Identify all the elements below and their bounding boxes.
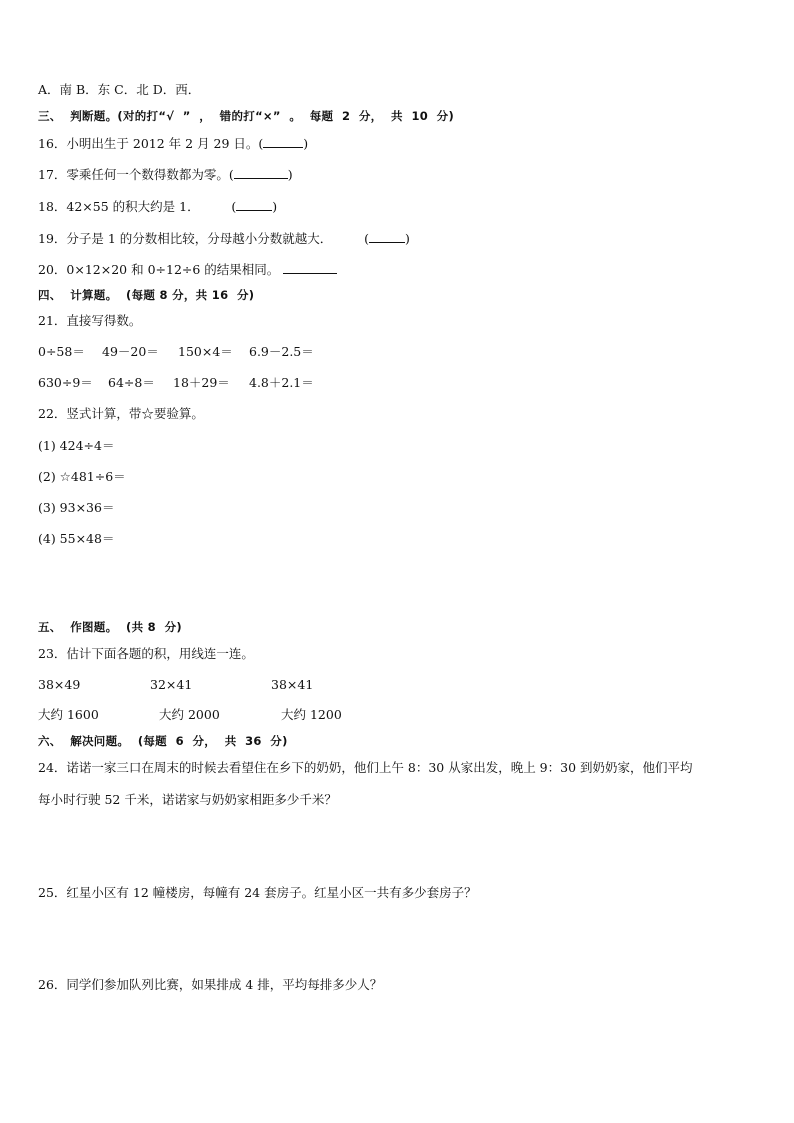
answer-blank[interactable] — [283, 261, 337, 274]
calc-item: 18＋29＝ — [173, 375, 230, 390]
question-20-text: 20．0×12×20 和 0÷12÷6 的结果相同。 — [38, 262, 280, 277]
question-21: 21．直接写得数。 — [38, 313, 142, 328]
question-16-text: 16．小明出生于 2012 年 2 月 29 日。( — [38, 136, 264, 151]
vertical-calc-item: (4) 55×48＝ — [38, 531, 115, 546]
section-4-heading: 四、 计算题。 (每题 8 分，共 16 分) — [38, 288, 255, 302]
calc-item: 150×4＝ — [178, 344, 233, 359]
question-26: 26．同学们参加队列比赛，如果排成 4 排，平均每排多少人？ — [38, 977, 383, 992]
vertical-calc-item: (1) 424÷4＝ — [38, 438, 115, 453]
answer-blank[interactable] — [263, 135, 303, 148]
product-item: 38×41 — [271, 677, 314, 692]
question-23: 23．估计下面各题的积，用线连一连。 — [38, 646, 254, 661]
question-16: 16．小明出生于 2012 年 2 月 29 日。( ) — [38, 136, 309, 151]
question-24-line-1: 24．诺诺一家三口在周末的时候去看望住在乡下的奶奶，他们上午 8：30 从家出发，晚上 9：30 到奶奶家，他们平均 — [38, 760, 693, 775]
question-17-text: 17．零乘任何一个数得数都为零。( — [38, 167, 234, 182]
calc-item: 630÷9＝ — [38, 375, 93, 390]
answer-blank[interactable] — [236, 198, 272, 211]
question-25: 25．红星小区有 12 幢楼房，每幢有 24 套房子。红星小区一共有多少套房子？ — [38, 885, 477, 900]
calc-item: 64÷8＝ — [108, 375, 155, 390]
estimate-item: 大约 2000 — [159, 707, 220, 722]
product-item: 38×49 — [38, 677, 81, 692]
question-24-line-2: 每小时行驶 52 千米，诺诺家与奶奶家相距多少千米？ — [38, 792, 337, 807]
question-18: 18．42×55 的积大约是 1． ( ) — [38, 199, 278, 214]
section-5-heading: 五、 作图题。 (共 8 分) — [38, 620, 182, 634]
question-18-text: 18．42×55 的积大约是 1． ( — [38, 199, 237, 214]
q15-options: A．南 B．东 C．北 D．西． — [38, 82, 201, 97]
question-22: 22．竖式计算，带☆要验算。 — [38, 406, 204, 421]
question-20 — [38, 261, 337, 278]
answer-blank[interactable] — [369, 230, 405, 243]
question-19-text: 19．分子是 1 的分数相比较，分母越小分数就越大． ( — [38, 231, 369, 246]
answer-blank[interactable] — [234, 166, 288, 179]
calc-item: 0÷58＝ — [38, 344, 85, 359]
question-17: 17．零乘任何一个数得数都为零。( ) — [38, 167, 293, 182]
calc-item: 49－20＝ — [102, 344, 159, 359]
estimate-item: 大约 1200 — [281, 707, 342, 722]
estimate-item: 大约 1600 — [38, 707, 99, 722]
question-19: 19．分子是 1 的分数相比较，分母越小分数就越大． ( ) — [38, 231, 410, 246]
vertical-calc-item: (2) ☆481÷6＝ — [38, 469, 126, 484]
section-6-heading: 六、 解决问题。 (每题 6 分， 共 36 分) — [38, 734, 288, 748]
calc-item: 6.9－2.5＝ — [249, 344, 314, 359]
vertical-calc-item: (3) 93×36＝ — [38, 500, 115, 515]
product-item: 32×41 — [150, 677, 193, 692]
section-3-heading: 三、 判断题。(对的打“√ ” ， 错的打“×” 。 每题 2 分， 共 10 分) — [38, 109, 455, 123]
calc-item: 4.8＋2.1＝ — [249, 375, 314, 390]
